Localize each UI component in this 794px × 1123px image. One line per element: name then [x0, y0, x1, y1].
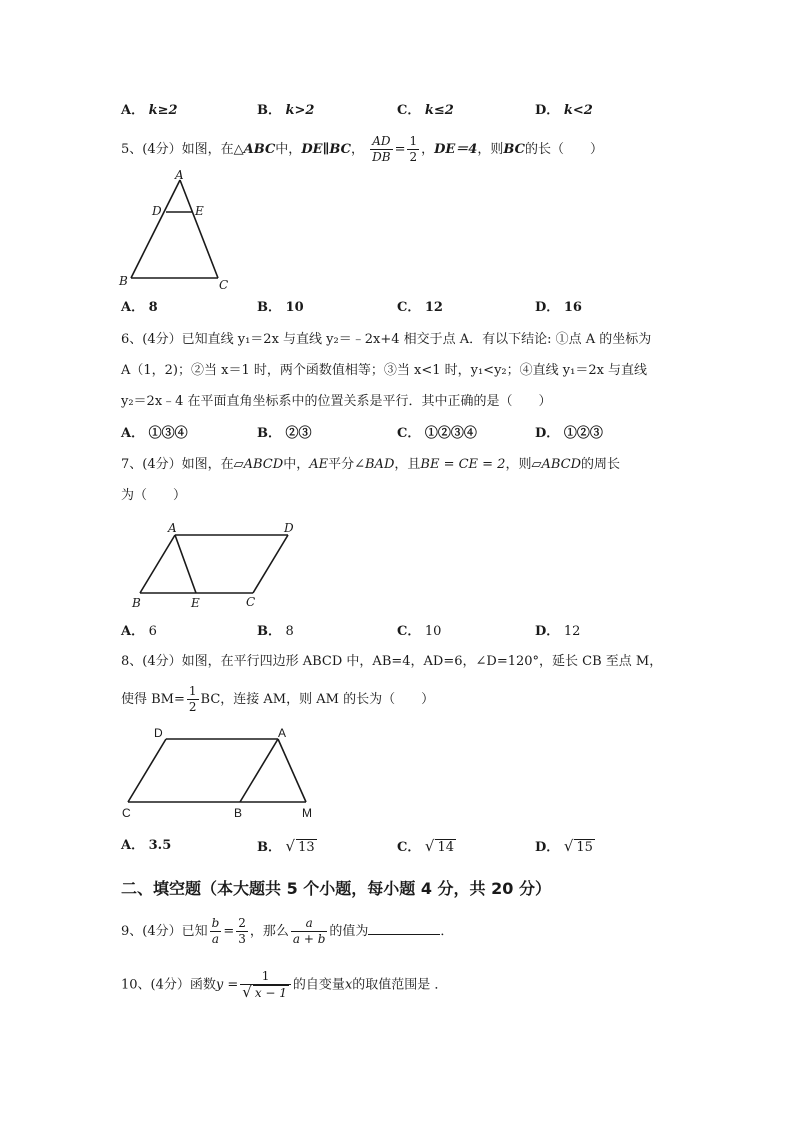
q4-option-a: A． k≥2 [121, 103, 178, 118]
q9-fraction-a-ab: $\frac{a}{a + b}$ [292, 916, 326, 946]
q5-stem: 5、(4分）如图，在△ABC中，DE∥BC， $\frac{AD}{DB}$ = $\frac{1}{2}$ ，DE＝4，则BC的长（ ） [121, 134, 603, 164]
q4-option-c: C． k≤2 [397, 103, 454, 118]
q5-label-c: C [219, 278, 229, 292]
q4-option-d: D． k<2 [535, 103, 593, 118]
q8-label-m: M [302, 806, 312, 820]
q5-fraction-ad-db: $\frac{AD}{DB}$ [372, 134, 391, 164]
q6-option-a: A． ①③④ [121, 426, 188, 441]
q5-label-b: B [119, 274, 128, 288]
q7-option-d: D． 12 [535, 624, 581, 639]
q8-label-b: B [234, 806, 243, 820]
q9-fraction-2-3: $\frac{2}{3}$ [238, 916, 246, 946]
q6-option-d: D． ①②③ [535, 426, 603, 441]
q8-stem-line1: 8、(4分）如图，在平行四边形 ABCD 中，AB=4，AD=6，∠D=120°，延长 CB 至点 M， [121, 654, 663, 669]
section-2-title: 二、填空题（本大题共 5 个小题，每小题 4 分，共 20 分） [121, 879, 551, 898]
q7-option-a: A． 6 [121, 624, 157, 639]
q7-label-e: E [191, 596, 200, 610]
q7-stem-line1: 7、(4分）如图，在▱ABCD中，AE平分∠BAD，且BE = CE = 2，则▱ABCD的周长 [121, 457, 621, 472]
q9-answer-blank[interactable] [368, 920, 440, 935]
q5-label-e: E [195, 204, 204, 218]
q6-stem-line1: 6、(4分）已知直线 y₁＝2x 与直线 y₂＝﹣2x+4 相交于点 A．有以下结论: ①点 A 的坐标为 [121, 332, 652, 347]
q10-fraction: $\frac{1}{√ x - 1}$ [240, 969, 291, 1001]
q9-fraction-b-a: $\frac{b}{a}$ [211, 916, 220, 946]
q7-option-b: B． 8 [257, 624, 294, 639]
q8-option-c: C． √ 14 [397, 837, 454, 855]
q7-option-c: C． 10 [397, 624, 442, 639]
q8-option-a: A． 3.5 [121, 838, 172, 853]
q5-triangle-figure [115, 168, 245, 294]
q6-option-c: C． ①②③④ [397, 426, 477, 441]
q8-label-a: A [278, 726, 287, 740]
q7-label-d: D [284, 521, 294, 535]
q5-option-a: A． 8 [121, 300, 158, 315]
q8-label-c: C [122, 806, 131, 820]
q7-label-b: B [132, 596, 141, 610]
q9-stem: 9、(4分）已知 $\frac{b}{a}$ = $\frac{2}{3}$ ，那么 $\frac{a}{a + b}$ 的值为 ． [121, 916, 454, 946]
q4-option-b: B． k>2 [257, 103, 315, 118]
q8-parallelogram-figure [118, 722, 328, 822]
q8-fraction-half: $\frac{1}{2}$ [188, 684, 197, 714]
q8-option-d: D． √ 15 [535, 837, 593, 855]
q5-fraction-half: $\frac{1}{2}$ [409, 134, 418, 164]
q7-label-c: C [246, 595, 256, 609]
q7-stem-line2: 为（ ） [121, 488, 187, 503]
q7-label-a: A [168, 521, 177, 535]
q5-option-d: D． 16 [535, 300, 582, 315]
q5-label-a: A [175, 168, 184, 182]
q5-label-d: D [152, 204, 162, 218]
q6-stem-line3: y₂＝2x﹣4 在平面直角坐标系中的位置关系是平行．其中正确的是（ ） [121, 394, 552, 409]
q8-stem-line2: 使得 BM= $\frac{1}{2}$ BC，连接 AM，则 AM 的长为（ ） [121, 684, 435, 714]
q5-option-b: B． 10 [257, 300, 304, 315]
q6-stem-line2: A（1，2)；②当 x＝1 时，两个函数值相等；③当 x<1 时，y₁<y₂；④直线 y₁＝2x 与直线 [121, 363, 648, 378]
q10-stem: 10、(4分）函数y = $\frac{1}{√ x - 1}$ 的自变量x的取值范围是 ． [121, 969, 448, 1001]
q8-label-d: D [154, 726, 163, 740]
q8-option-b: B． √ 13 [257, 837, 315, 855]
q5-option-c: C． 12 [397, 300, 443, 315]
q6-option-b: B． ②③ [257, 426, 312, 441]
q7-parallelogram-figure [126, 518, 306, 612]
